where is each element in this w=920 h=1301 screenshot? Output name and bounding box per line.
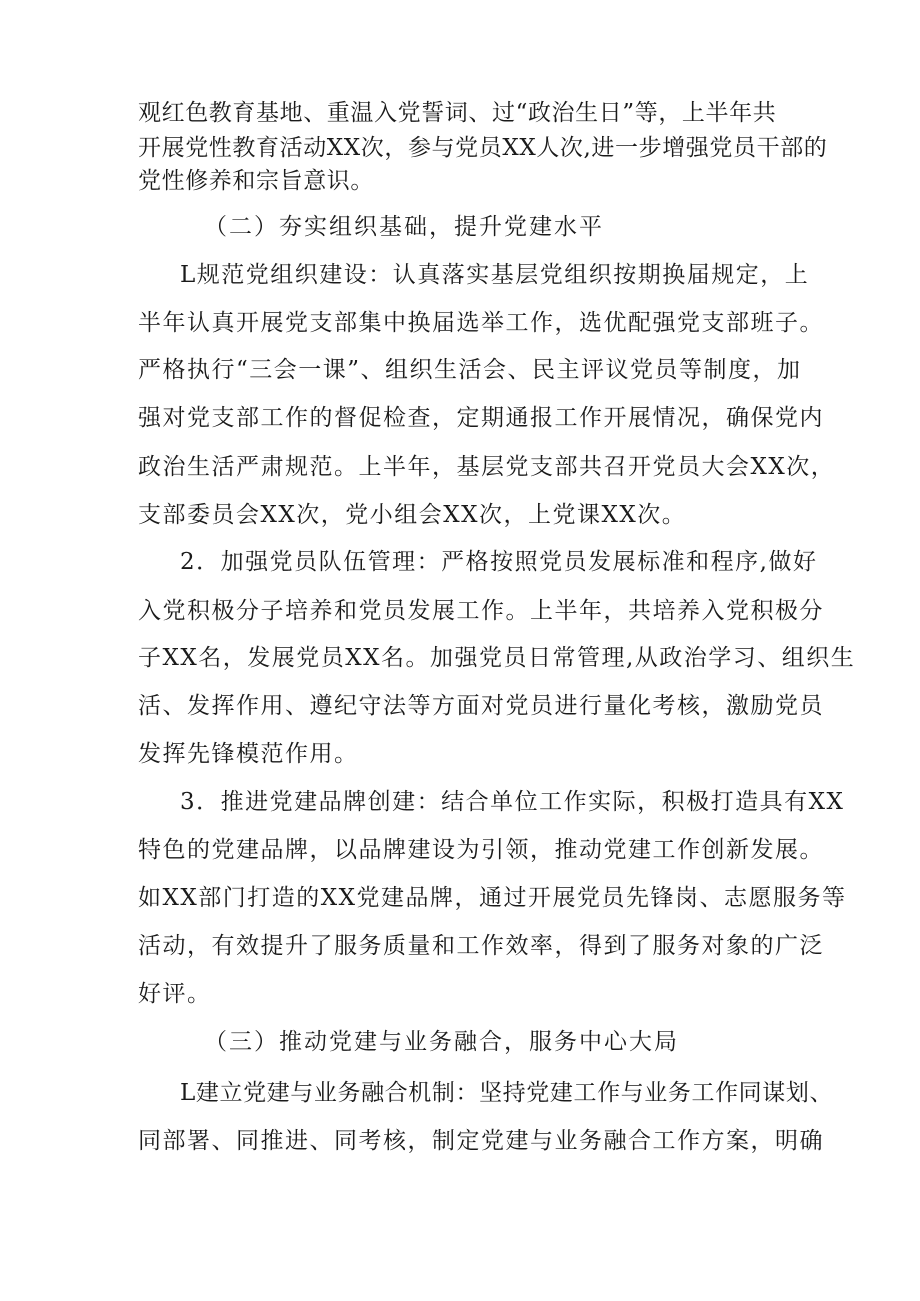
item-2-1-line-4: 强对党支部工作的督促检查，定期通报工作开展情况，确保党内	[138, 405, 824, 431]
section-3-heading: （三）推动党建与业务融合，服务中心大局	[204, 1029, 679, 1055]
item-2-2-line-4: 活、发挥作用、遵纪守法等方面对党员进行量化考核，激励党员	[138, 693, 824, 719]
item-2-2-line-3: 子XX名，发展党员XX名。加强党员日常管理,从政治学习、组织生	[138, 645, 856, 671]
item-2-1-line-3: 严格执行“三会一课”、组织生活会、民主评议党员等制度，加	[138, 357, 802, 383]
item-2-3-line-5: 好评。	[138, 981, 212, 1007]
item-2-3-line-3: 如XX部门打造的XX党建品牌，通过开展党员先锋岗、志愿服务等	[138, 885, 847, 911]
item-2-3-line-2: 特色的党建品牌，以品牌建设为引领，推动党建工作创新发展。	[138, 837, 824, 863]
item-2-1-line-5: 政治生活严肃规范。上半年，基层党支部共召开党员大会XX次，	[138, 454, 836, 480]
item-2-2-line-2: 入党积极分子培养和党员发展工作。上半年，共培养入党积极分	[138, 598, 824, 624]
item-2-3-line-1: 3．推进党建品牌创建：结合单位工作实际，积极打造具有XX	[180, 789, 845, 815]
item-3-1-line-1: L建立党建与业务融合机制：坚持党建工作与业务工作同谋划、	[180, 1080, 834, 1106]
item-2-2-line-1: 2．加强党员队伍管理：严格按照党员发展标准和程序,做好	[180, 549, 818, 575]
intro-line-3: 党性修养和宗旨意识。	[138, 168, 374, 194]
item-2-2-line-5: 发挥先锋模范作用。	[138, 741, 359, 767]
item-2-1-line-2: 半年认真开展党支部集中换届选举工作，选优配强党支部班子。	[138, 310, 824, 336]
intro-line-2: 开展党性教育活动XX次，参与党员XX人次,进一步增强党员干部的	[138, 135, 828, 161]
item-2-3-line-4: 活动，有效提升了服务质量和工作效率，得到了服务对象的广泛	[138, 933, 824, 959]
item-2-1-line-1: L规范党组织建设：认真落实基层党组织按期换届规定，上	[180, 262, 810, 288]
item-3-1-line-2: 同部署、同推进、同考核，制定党建与业务融合工作方案，明确	[138, 1128, 824, 1154]
section-2-heading: （二）夯实组织基础，提升党建水平	[204, 214, 604, 240]
intro-line-1: 观红色教育基地、重温入党誓词、过“政治生日”等，上半年共	[138, 100, 777, 126]
item-2-1-line-6: 支部委员会XX次，党小组会XX次，上党课XX次。	[138, 502, 687, 528]
